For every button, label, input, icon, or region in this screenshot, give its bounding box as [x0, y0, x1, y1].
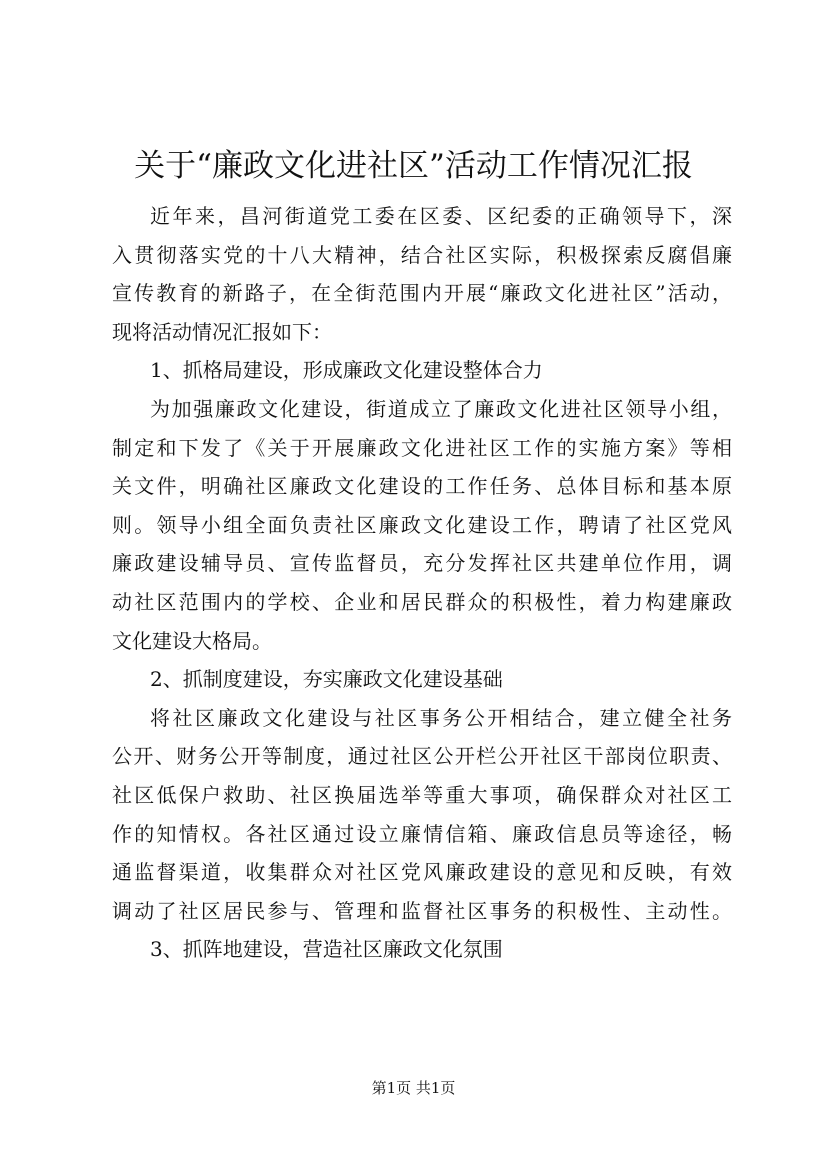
- paragraph-line: 宣传教育的新路子，在全街范围内开展“廉政文化进社区”活动，: [112, 281, 732, 306]
- paragraph-line: 调动了社区居民参与、管理和监督社区事务的积极性、主动性。: [112, 898, 732, 923]
- section-heading: 1、抓格局建设，形成廉政文化建设整体合力: [150, 358, 543, 383]
- paragraph-line: 公开、财务公开等制度，通过社区公开栏公开社区干部岗位职责、: [112, 744, 732, 769]
- paragraph-line: 通监督渠道，收集群众对社区党风廉政建设的意见和反映，有效: [112, 860, 732, 885]
- paragraph-line: 文化建设大格局。: [112, 628, 272, 653]
- paragraph-line: 动社区范围内的学校、企业和居民群众的积极性，着力构建廉政: [112, 589, 732, 614]
- paragraph-line: 为加强廉政文化建设，街道成立了廉政文化进社区领导小组，: [150, 396, 732, 421]
- document-title: 关于“廉政文化进社区”活动工作情况汇报: [134, 148, 693, 184]
- paragraph-line: 廉政建设辅导员、宣传监督员，充分发挥社区共建单位作用，调: [112, 551, 732, 576]
- paragraph-line: 关文件，明确社区廉政文化建设的工作任务、总体目标和基本原: [112, 474, 732, 499]
- document-body: [112, 197, 732, 969]
- paragraph-line: 制定和下发了《关于开展廉政文化进社区工作的实施方案》等相: [112, 435, 732, 460]
- paragraph-line: 将社区廉政文化建设与社区事务公开相结合，建立健全社务: [150, 705, 732, 730]
- paragraph-line: 现将活动情况汇报如下：: [112, 319, 332, 344]
- paragraph-line: 社区低保户救助、社区换届选举等重大事项，确保群众对社区工: [112, 782, 732, 807]
- paragraph-line: 入贯彻落实党的十八大精神，结合社区实际，积极探索反腐倡廉: [112, 242, 732, 267]
- paragraph-line: 则。领导小组全面负责社区廉政文化建设工作，聘请了社区党风: [112, 512, 732, 537]
- paragraph-line: 作的知情权。各社区通过设立廉情信箱、廉政信息员等途径，畅: [112, 821, 732, 846]
- section-heading: 2、抓制度建设，夯实廉政文化建设基础: [150, 667, 503, 692]
- paragraph-line: 近年来，昌河街道党工委在区委、区纪委的正确领导下，深: [150, 204, 732, 228]
- page-footer: 第1页 共1页: [371, 1079, 456, 1097]
- section-heading: 3、抓阵地建设，营造社区廉政文化氛围: [150, 937, 503, 962]
